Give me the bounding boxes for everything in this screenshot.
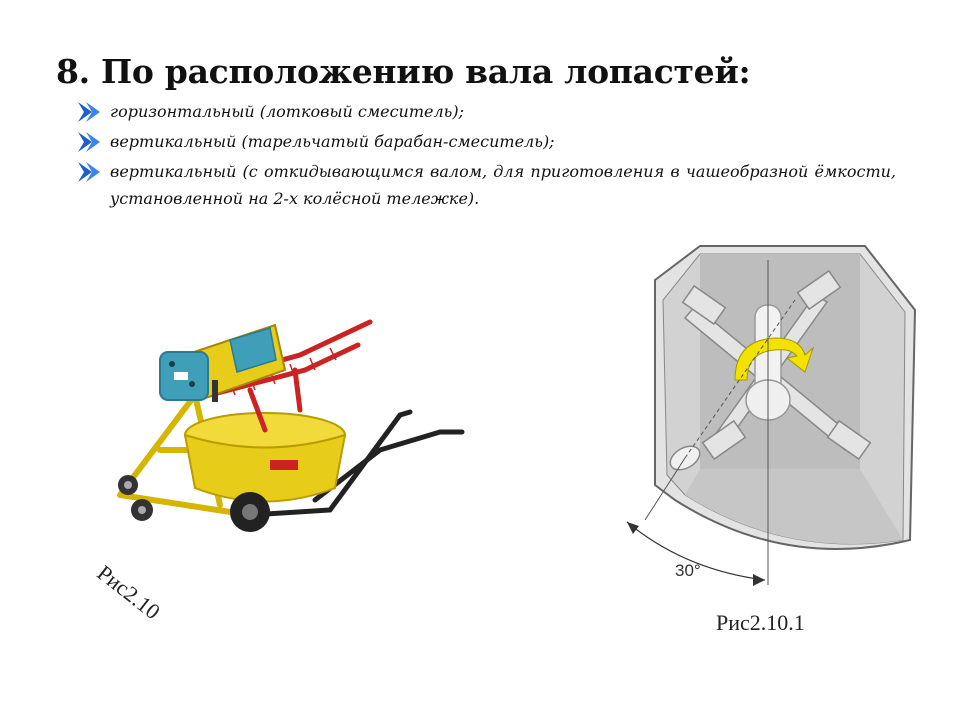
bullet-text: вертикальный (тарельчатый барабан-смеситель); <box>110 132 555 151</box>
angle-label: 30° <box>675 561 701 580</box>
arrow-bullet-icon <box>76 100 106 124</box>
bullet-item-vertical-plate <box>76 128 896 155</box>
bullet-item-vertical-folding <box>76 158 896 212</box>
bullet-text: вертикальный (с откидывающимся валом, для приготовления в чашеобразной ёмкости, установленной на 2-х колёсной тележке). <box>110 162 896 208</box>
bullet-item-horizontal <box>76 98 896 125</box>
bowl-mixer-diagram <box>615 240 935 605</box>
bullet-text: горизонтальный (лотковый смеситель); <box>110 102 465 121</box>
arrow-bullet-icon <box>76 130 106 154</box>
bullet-list <box>76 98 896 215</box>
mixer-cart-image <box>100 300 480 545</box>
arrow-bullet-icon <box>76 160 106 184</box>
figure-caption-right: Рис2.10.1 <box>716 610 805 635</box>
slide-title: 8. По расположению вала лопастей: <box>56 52 751 91</box>
figure-caption-left: Рис2.10 <box>92 560 165 625</box>
